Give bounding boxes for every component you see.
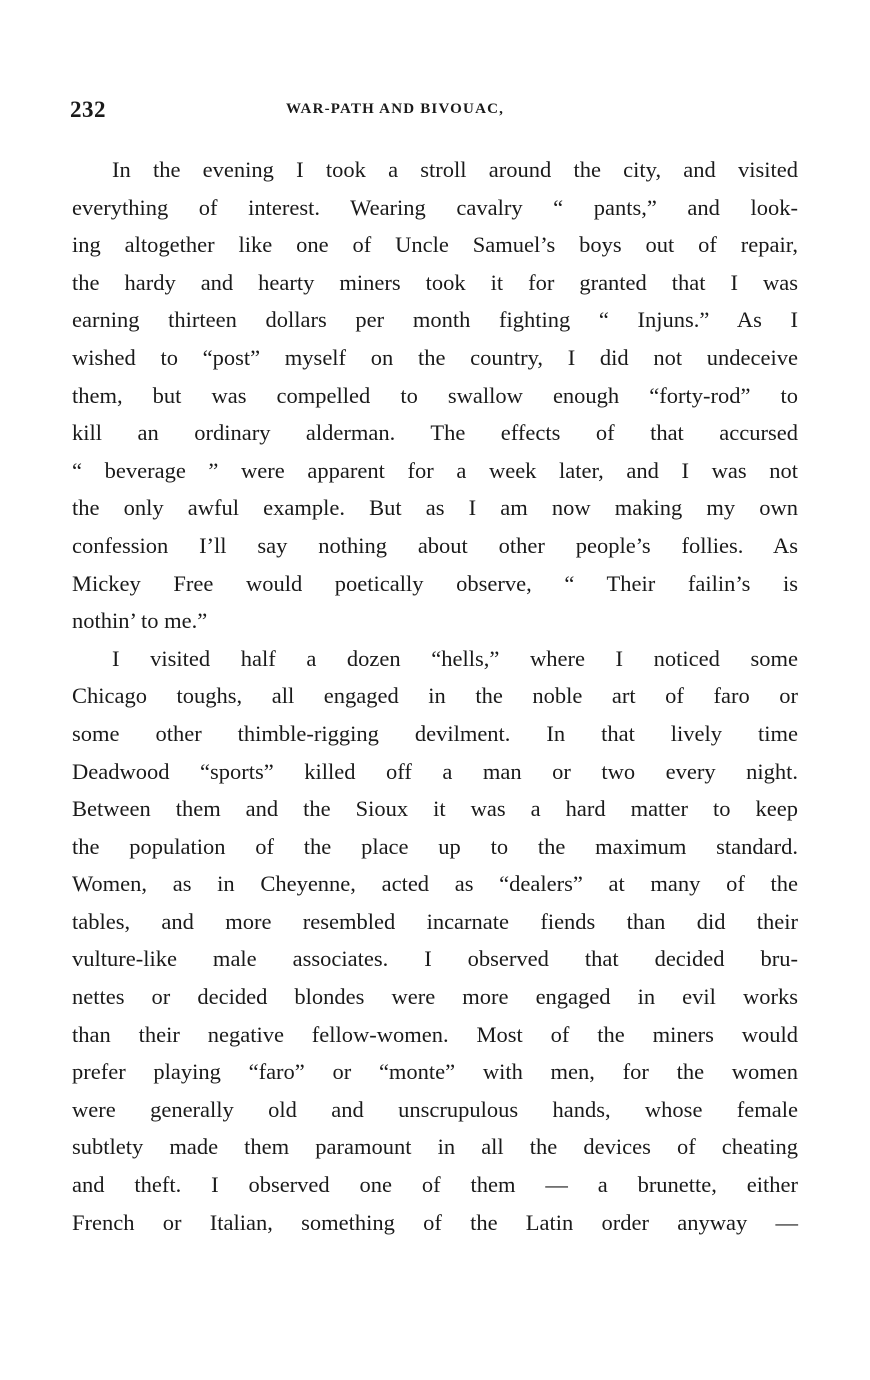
text-line: and theft. I observed one of them — a brunette, either xyxy=(72,1172,798,1198)
running-head xyxy=(70,97,800,127)
text-line: French or Italian, something of the Latin order anyway — xyxy=(72,1209,798,1235)
text-line: some other thimble-rigging devilment. In that lively time xyxy=(72,720,798,746)
text-line: tables, and more resembled incarnate fiends than did their xyxy=(72,908,798,934)
text-line: wished to “post” myself on the country, I did not undeceive xyxy=(72,344,798,370)
text-line: the hardy and hearty miners took it for granted that I was xyxy=(72,269,798,295)
text-line: the population of the place up to the maximum standard. xyxy=(72,833,798,859)
text-line: Mickey Free would poetically observe, “ Their failin’s is xyxy=(72,570,798,596)
running-title: WAR-PATH AND BIVOUAC, xyxy=(286,101,505,117)
text-line: Deadwood “sports” killed off a man or two every night. xyxy=(72,758,798,784)
text-line: than their negative fellow-women. Most of the miners would xyxy=(72,1021,798,1047)
text-line: vulture-like male associates. I observed that decided bru- xyxy=(72,946,798,972)
text-line: everything of interest. Wearing cavalry “ pants,” and look- xyxy=(72,194,798,220)
text-line: Women, as in Cheyenne, acted as “dealers” at many of the xyxy=(72,871,798,897)
page-number: 232 xyxy=(70,97,106,122)
text-line: kill an ordinary alderman. The effects of that accursed xyxy=(72,420,798,446)
text-line: In the evening I took a stroll around the city, and visited xyxy=(112,157,798,182)
text-line: “ beverage ” were apparent for a week later, and I was not xyxy=(72,457,798,483)
text-line: the only awful example. But as I am now making my own xyxy=(72,495,798,521)
text-line: nettes or decided blondes were more engaged in evil works xyxy=(72,984,798,1010)
text-line: them, but was compelled to swallow enough “forty-rod” to xyxy=(72,382,798,408)
text-line: confession I’ll say nothing about other people’s follies. As xyxy=(72,532,798,558)
text-line: were generally old and unscrupulous hands, whose female xyxy=(72,1096,798,1122)
body-text xyxy=(72,151,798,1241)
text-line: Chicago toughs, all engaged in the noble art of faro or xyxy=(72,683,798,709)
text-line: Between them and the Sioux it was a hard matter to keep xyxy=(72,796,798,822)
text-line: subtlety made them paramount in all the devices of cheating xyxy=(72,1134,798,1160)
text-line: nothin’ to me.” xyxy=(72,608,208,634)
text-line: earning thirteen dollars per month fighting “ Injuns.” As I xyxy=(72,307,798,333)
text-line: I visited half a dozen “hells,” where I noticed some xyxy=(112,645,798,671)
text-line: prefer playing “faro” or “monte” with men, for the women xyxy=(72,1059,798,1085)
text-line: ing altogether like one of Uncle Samuel’s boys out of repair, xyxy=(72,232,798,258)
